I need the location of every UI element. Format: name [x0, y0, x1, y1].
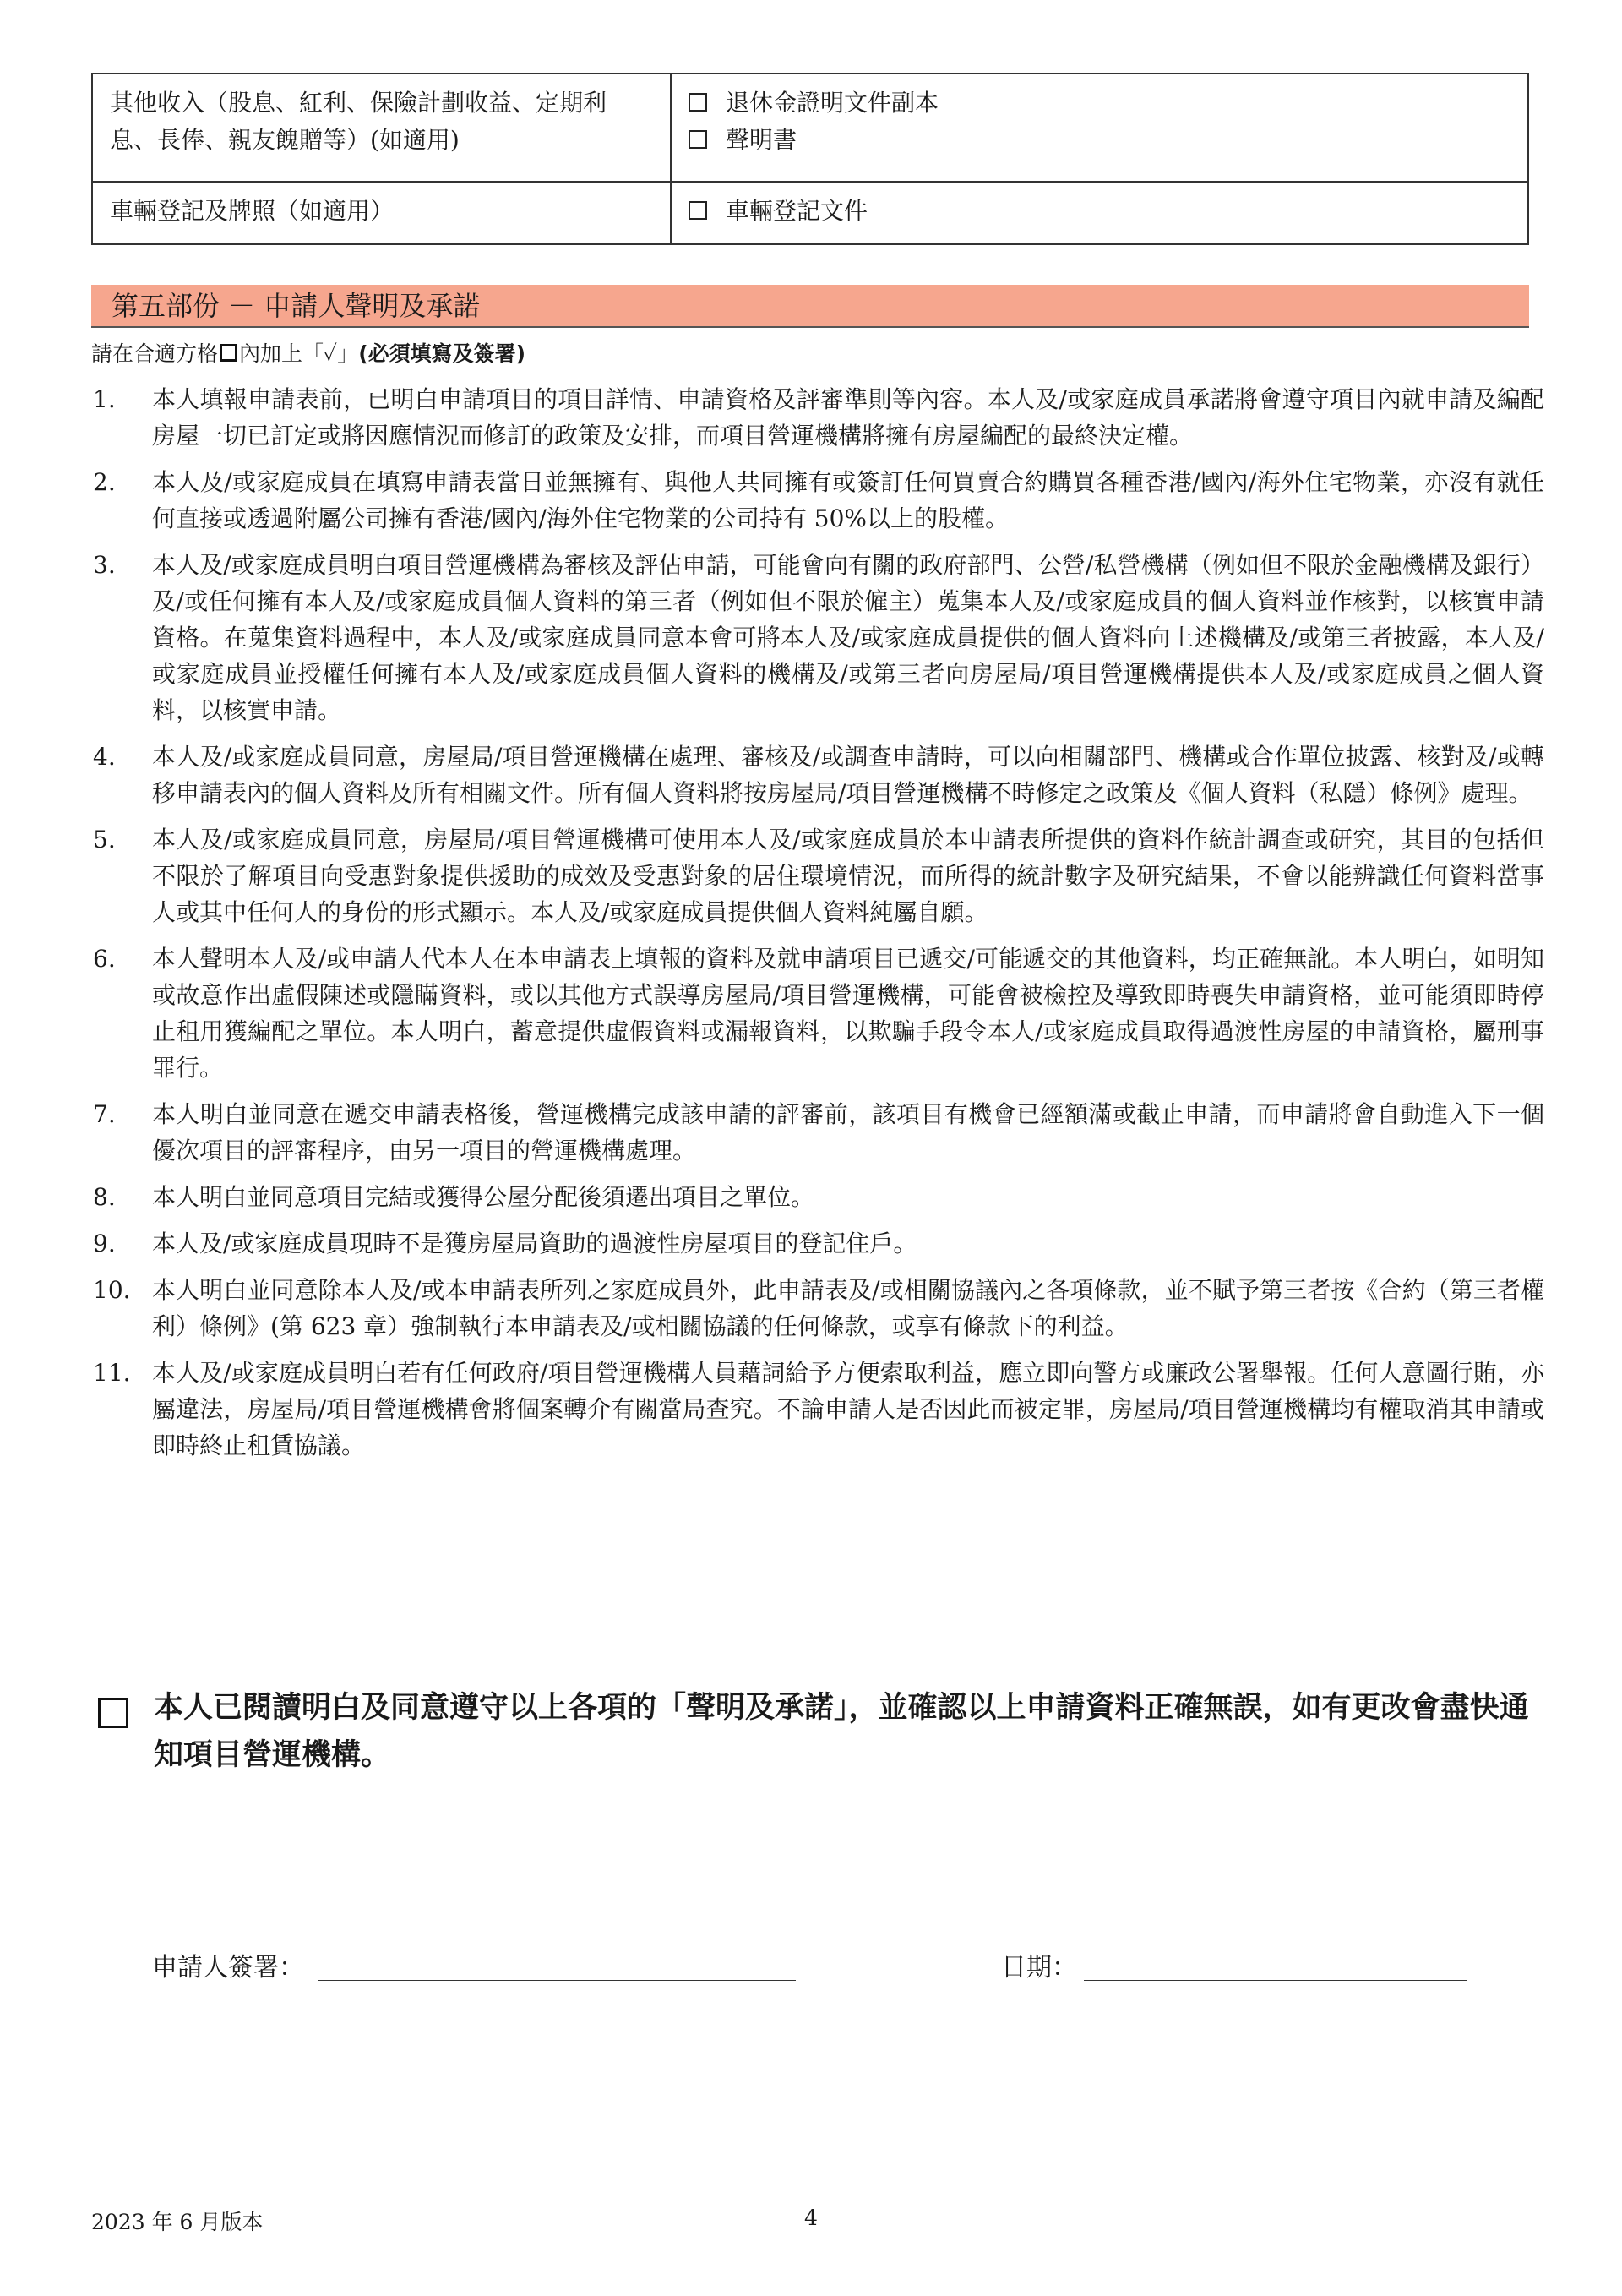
- declaration-text: 本人及/或家庭成員同意，房屋局/項目營運機構在處理、審核及/或調查申請時，可以向相關部門、機構或合作單位披露、核對及/或轉移申請表內的個人資料及所有相關文件。所有個人資料將按房屋局/項目營運機構不時修定之政策及《個人資料（私隱）條例》處理。: [152, 743, 1544, 807]
- date-field[interactable]: [1084, 1980, 1467, 1981]
- declaration-number: 2.: [93, 468, 116, 496]
- declaration-item: [91, 464, 1544, 537]
- checkbox-icon[interactable]: [689, 201, 707, 220]
- declaration-number: 10.: [93, 1276, 131, 1304]
- declaration-number: 5.: [93, 826, 116, 854]
- declaration-number: 7.: [93, 1100, 116, 1128]
- table-cell-docs: [671, 74, 1528, 182]
- confirmation-text: 本人已閱讀明白及同意遵守以上各項的「聲明及承諾」，並確認以上申請資料正確無誤，如有更改會盡快通知項目營運機構。: [154, 1691, 1529, 1772]
- declaration-text: 本人明白並同意項目完結或獲得公屋分配後須遷出項目之單位。: [152, 1183, 815, 1211]
- checkbox-icon[interactable]: [689, 130, 707, 149]
- declaration-number: 8.: [93, 1183, 116, 1211]
- footer-version: 2023 年 6 月版本: [91, 2210, 264, 2234]
- confirmation-checkbox[interactable]: [98, 1698, 128, 1728]
- declaration-number: 6.: [93, 945, 116, 973]
- declaration-item: [91, 547, 1544, 728]
- declaration-item: [91, 1272, 1544, 1344]
- instruction-middle: 內加上「: [239, 341, 324, 366]
- declarations-list: [91, 381, 1544, 1474]
- declaration-text: 本人及/或家庭成員現時不是獲房屋局資助的過渡性房屋項目的登記住戶。: [152, 1230, 917, 1257]
- checkbox-label: 車輛登記文件: [726, 197, 868, 225]
- confirmation-statement: [98, 1684, 1534, 1779]
- declaration-number: 3.: [93, 551, 116, 579]
- date-label: 日期：: [1001, 1953, 1077, 1982]
- declaration-number: 11.: [93, 1359, 131, 1387]
- declaration-item: [91, 821, 1544, 930]
- checkbox-option[interactable]: [689, 122, 1510, 159]
- instruction-prefix: 請在合適方格: [91, 341, 219, 366]
- checkbox-label: 聲明書: [726, 126, 797, 154]
- declaration-item: [91, 739, 1544, 811]
- table-row: [92, 74, 1528, 182]
- declaration-text: 本人及/或家庭成員在填寫申請表當日並無擁有、與他人共同擁有或簽訂任何買賣合約購買各種香港/國內/海外住宅物業，亦沒有就任何直接或透過附屬公司擁有香港/國內/海外住宅物業的公司持有 50%以上的股權。: [152, 468, 1544, 532]
- declaration-text: 本人及/或家庭成員同意，房屋局/項目營運機構可使用本人及/或家庭成員於本申請表所提供的資料作統計調查或研究，其目的包括但不限於了解項目向受惠對象提供援助的成效及受惠對象的居住環境情況，而所得的統計數字及研究結果，不會以能辨識任何資料當事人或其中任何人的身份的形式顯示。本人及/或家庭成員提供個人資料純屬自願。: [152, 826, 1544, 926]
- section-header: 第五部份 － 申請人聲明及承諾: [91, 285, 1529, 328]
- declaration-text: 本人填報申請表前，已明白申請項目的項目詳情、申請資格及評審準則等內容。本人及/或家庭成員承諾將會遵守項目內就申請及編配房屋一切已訂定或將因應情況而修訂的政策及安排，而項目營運機構將擁有房屋編配的最終決定權。: [152, 385, 1544, 450]
- declaration-text: 本人及/或家庭成員明白項目營運機構為審核及評估申請，可能會向有關的政府部門、公營/私營機構（例如但不限於金融機構及銀行）及/或任何擁有本人及/或家庭成員個人資料的第三者（例如但不限於僱主）蒐集本人及/或家庭成員的個人資料並作核對，以核實申請資格。在蒐集資料過程中，本人及/或家庭成員同意本會可將本人及/或家庭成員提供的個人資料向上述機構及/或第三者披露，本人及/或家庭成員並授權任何擁有本人及/或家庭成員個人資料的機構及/或第三者向房屋局/項目營運機構提供本人及/或家庭成員之個人資料，以核實申請。: [152, 551, 1544, 724]
- instruction-text: [91, 337, 525, 371]
- declaration-text: 本人及/或家庭成員明白若有任何政府/項目營運機構人員藉詞給予方便索取利益，應立即向警方或廉政公署舉報。任何人意圖行賄，亦屬違法，房屋局/項目營運機構會將個案轉介有關當局查究。不論申請人是否因此而被定罪，房屋局/項目營運機構均有權取消其申請或即時終止租賃協議。: [152, 1359, 1544, 1459]
- declaration-item: [91, 1179, 1544, 1215]
- declaration-item: [91, 941, 1544, 1086]
- declaration-item: [91, 1225, 1544, 1262]
- checkbox-option[interactable]: [689, 85, 1510, 122]
- table-cell-item: 車輛登記及牌照（如適用）: [92, 182, 671, 244]
- checkbox-label: 退休金證明文件副本: [726, 89, 939, 117]
- declaration-item: [91, 1355, 1544, 1464]
- declaration-number: 9.: [93, 1230, 116, 1257]
- tick-icon: ✓: [324, 341, 338, 366]
- instruction-required: (必須填寫及簽署): [358, 341, 526, 366]
- signature-field[interactable]: [318, 1980, 796, 1981]
- signature-label: 申請人簽署：: [152, 1953, 304, 1982]
- table-row: [92, 182, 1528, 244]
- checkbox-icon: [220, 344, 237, 362]
- declaration-item: [91, 381, 1544, 454]
- checkbox-option[interactable]: [689, 193, 1510, 230]
- instruction-suffix: 」: [337, 341, 359, 366]
- declaration-text: 本人明白並同意除本人及/或本申請表所列之家庭成員外，此申請表及/或相關協議內之各項條款，並不賦予第三者按《合約（第三者權利）條例》(第 623 章）強制執行本申請表及/或相關協議的任何條款，或享有條款下的利益。: [152, 1276, 1544, 1340]
- declaration-number: 1.: [93, 385, 116, 413]
- declaration-text: 本人聲明本人及/或申請人代本人在本申請表上填報的資料及就申請項目已遞交/可能遞交的其他資料，均正確無訛。本人明白，如明知或故意作出虛假陳述或隱瞞資料，或以其他方式誤導房屋局/項目營運機構，可能會被檢控及導致即時喪失申請資格，並可能須即時停止租用獲編配之單位。本人明白，蓄意提供虛假資料或漏報資料，以欺騙手段令本人/或家庭成員取得過渡性房屋的申請資格，屬刑事罪行。: [152, 945, 1544, 1082]
- checkbox-icon[interactable]: [689, 93, 707, 112]
- declaration-text: 本人明白並同意在遞交申請表格後，營運機構完成該申請的評審前，該項目有機會已經額滿或截止申請，而申請將會自動進入下一個優次項目的評審程序，由另一項目的營運機構處理。: [152, 1100, 1544, 1164]
- table-cell-item: 其他收入（股息、紅利、保險計劃收益、定期利息、長俸、親友餽贈等）(如適用): [92, 74, 671, 182]
- declaration-number: 4.: [93, 743, 116, 771]
- documents-table: [91, 73, 1529, 245]
- page-number: 4: [804, 2206, 818, 2230]
- table-cell-docs: [671, 182, 1528, 244]
- declaration-item: [91, 1096, 1544, 1169]
